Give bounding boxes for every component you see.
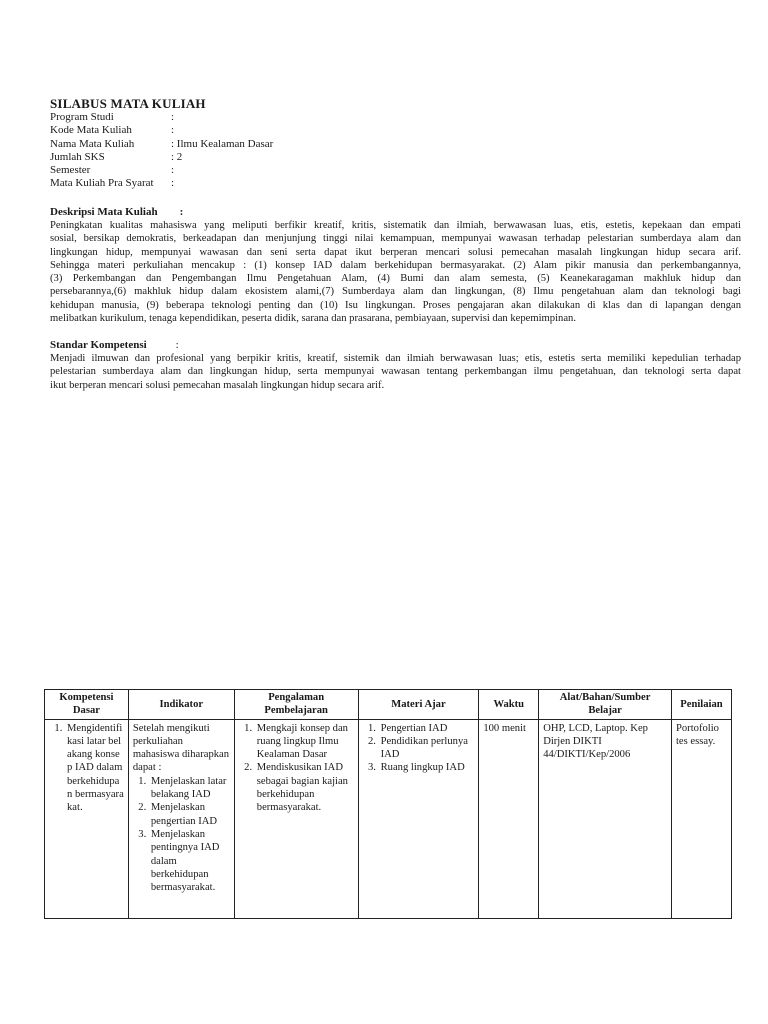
cell-kompetensi-dasar (45, 719, 129, 918)
standar-heading-text: Standar Kompetensi (50, 339, 147, 351)
cell-materi-ajar (358, 719, 479, 918)
paragraph-line: ikut berperan mencari solusi pemecahan masalah lingkungan hidup secara arif. (50, 379, 385, 391)
course-info (50, 111, 273, 191)
cell-penilaian: Portofolio tes essay. (671, 719, 731, 918)
list-item: 1. Mengidentifikasi latar belakang konsep IAD dalam berkehidupan bermasyarakat. (65, 722, 124, 815)
indikator-intro: Setelah mengikuti perkuliahan mahasiswa diharapkan dapat : (132, 722, 230, 774)
deskripsi-heading-text: Deskripsi Mata Kuliah (50, 206, 158, 218)
paragraph-line: pelestarian sumberdaya alam dan lingkungan hidup, serta mempunyai wawasan tentang perkembangan ilmu pengetahuan, dan teknologi serta dapat (50, 366, 741, 378)
jumlah-sks-label: Jumlah SKS (50, 150, 105, 163)
paragraph-line: melibatkan kurikulum, tenaga kependidikan, peserta didik, sarana dan prasarana, pembiayaan, supervisi dan kepemimpinan. (50, 313, 576, 325)
prasyarat-value: : (171, 177, 175, 190)
course-info-row (50, 177, 273, 190)
nama-mata-kuliah-label: Nama Mata Kuliah (50, 137, 135, 150)
materi-list (363, 722, 475, 775)
deskripsi-heading (50, 206, 183, 218)
course-info-row (50, 164, 273, 177)
paragraph-line: lingkungan hidup, mempunyai wawasan dan seni serta dapat ikut berperan mencari solusi pemecahan masalah lingkungan hidup secara arif. (50, 246, 741, 258)
standar-heading (50, 339, 179, 351)
cell-indikator (128, 719, 234, 918)
header-kompetensi-dasar: Kompetensi Dasar (45, 690, 129, 720)
paragraph-line: (3) Perkembangan dan Pengembangan Ilmu Pengetahuan Alam, (4) Bumi dan alam semesta, (5) Keanekaragaman makhluk hidup dan (50, 273, 741, 285)
course-info-row (50, 138, 273, 151)
kompetensi-list (49, 722, 124, 815)
header-materi-ajar: Materi Ajar (358, 690, 479, 720)
paragraph-line: Menjadi ilmuwan dan profesional yang berpikir kritis, kreatif, sistemik dan ilmiah berwawasan luas; etis, estetis serta memiliki kepedulian terhadap (50, 353, 741, 364)
jumlah-sks-value: : 2 (171, 150, 183, 163)
paragraph-line: persebarannya,(6) makhluk hidup dalam ekosistem alami,(7) Sumberdaya alam dan lingkungan, (8) Ilmu pengetahuan alam dan teknologi bagi (50, 286, 741, 298)
list-item: 2. Mendiskusikan IAD sebagai bagian kajian berkehidupan bermasyarakat. (255, 761, 354, 814)
deskripsi-heading-colon: : (179, 206, 184, 218)
semester-value: : (171, 164, 175, 177)
list-item: 1. Menjelaskan latar belakang IAD (149, 775, 230, 802)
syllabus-table (44, 689, 732, 919)
header-indikator: Indikator (128, 690, 234, 720)
paragraph-line: Sehingga materi perkuliahan mencakup : (1) konsep IAD dalam berkehidupan bermasyarakat. (2) Alam pikir manusia dan perkembangannya, (50, 259, 741, 271)
list-item: 1. Mengkaji konsep dan ruang lingkup Ilmu Kealaman Dasar (255, 722, 354, 762)
deskripsi-paragraph (50, 219, 741, 325)
pengalaman-list (239, 722, 354, 815)
kode-mata-kuliah-label: Kode Mata Kuliah (50, 124, 132, 137)
header-alat-bahan: Alat/Bahan/Sumber Belajar (539, 690, 672, 720)
list-item: 2. Pendidikan perlunya IAD (379, 735, 475, 762)
cell-pengalaman (234, 719, 358, 918)
cell-alat-bahan: OHP, LCD, Laptop. Kep Dirjen DIKTI 44/DIKTI/Kep/2006 (539, 719, 672, 918)
header-pengalaman-pembelajaran: Pengalaman Pembelajaran (234, 690, 358, 720)
paragraph-line: Peningkatan kualitas mahasiswa yang meliputi berfikir kreatif, kritis, sistematik dan ilmiah, berwawasan luas, etis, estetis, kepekaan dan empati (50, 220, 741, 231)
header-waktu: Waktu (479, 690, 539, 720)
program-studi-value: : (171, 111, 175, 123)
course-info-row (50, 124, 273, 137)
document-title: SILABUS MATA KULIAH (50, 96, 206, 111)
nama-mata-kuliah-value: : Ilmu Kealaman Dasar (171, 137, 274, 150)
prasyarat-label: Mata Kuliah Pra Syarat (50, 177, 154, 190)
cell-waktu: 100 menit (479, 719, 539, 918)
table-header-row (45, 690, 732, 720)
standar-paragraph (50, 352, 741, 392)
standar-heading-colon: : (175, 339, 179, 351)
course-info-row (50, 151, 273, 164)
program-studi-label: Program Studi (50, 111, 114, 123)
list-item: 3. Ruang lingkup IAD (379, 761, 475, 774)
course-info-row (50, 111, 273, 124)
semester-label: Semester (50, 164, 91, 177)
table-row (45, 719, 732, 918)
list-item: 2. Menjelaskan pengertian IAD (149, 801, 230, 828)
indikator-list (133, 775, 230, 895)
paragraph-line: kehidupan manusia, (9) beberapa teknologi penting dan (10) Isu lingkungan. Proses pengajaran akan dilakukan di klas dan di lapangan dengan (50, 299, 741, 311)
kode-mata-kuliah-value: : (171, 124, 175, 137)
list-item: 3. Menjelaskan pentingnya IAD dalam berkehidupan bermasyarakat. (149, 828, 230, 894)
header-penilaian: Penilaian (671, 690, 731, 720)
paragraph-line: sosial, bersikap demokratis, berkeadapan dan menjunjung tinggi nilai kemampuan, mempunyai wawasan terhadap pelestarian sumberdaya alam dan (50, 233, 741, 245)
list-item: 1. Pengertian IAD (379, 722, 475, 735)
